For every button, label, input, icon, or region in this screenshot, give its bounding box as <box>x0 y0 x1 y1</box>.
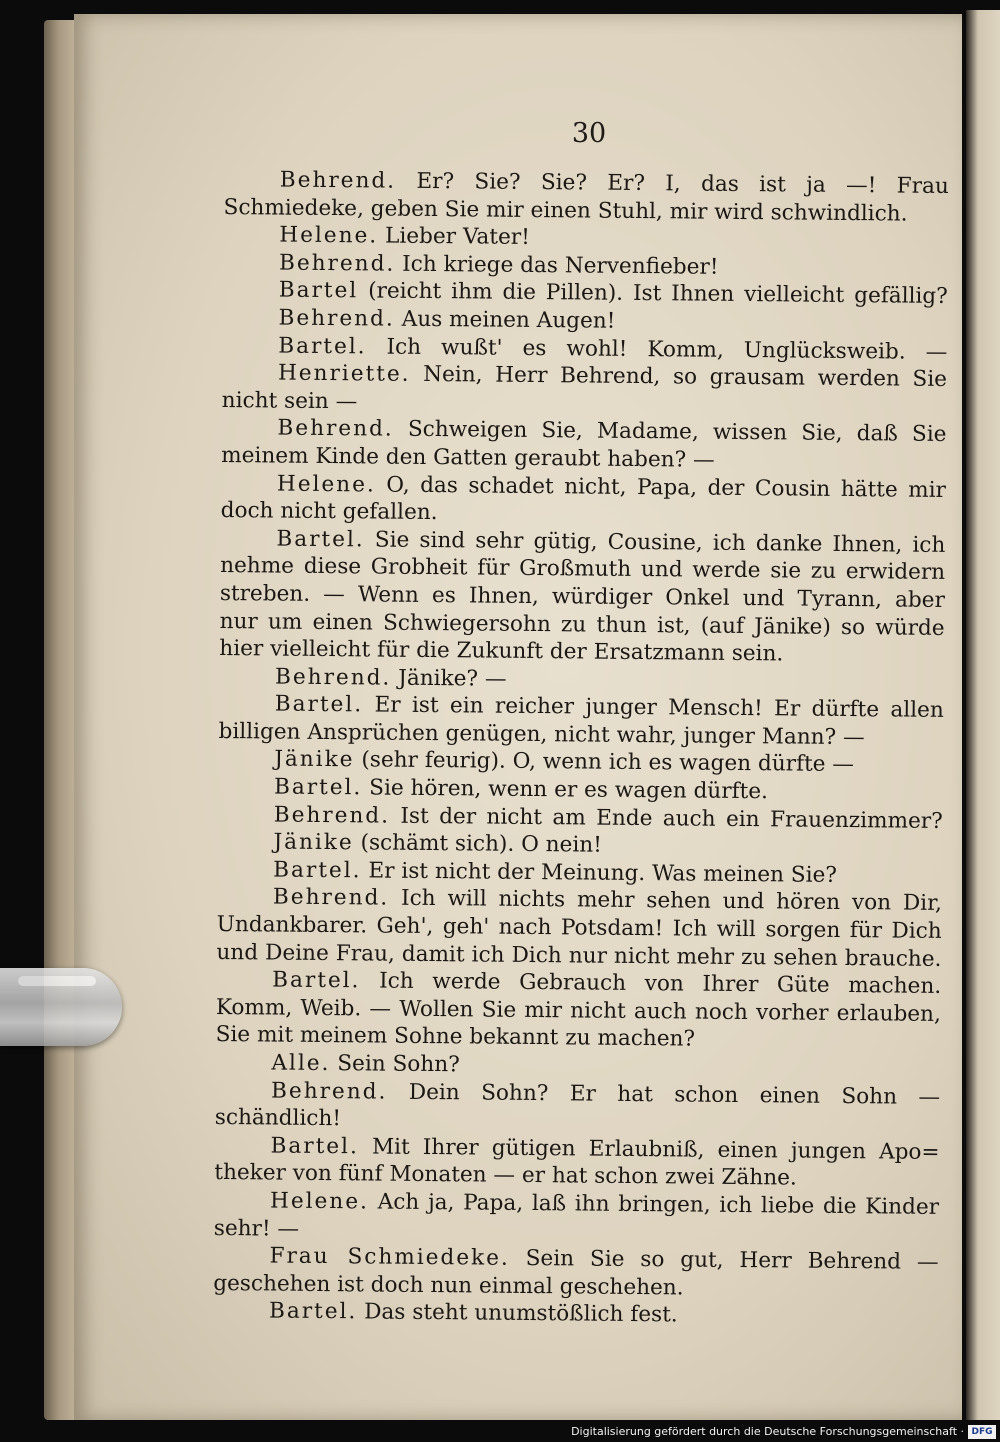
line-text: theker von fünf Monaten — er hat schon zwei Zähne. <box>214 1160 797 1191</box>
line-text: (sehr feurig). O, wenn ich es wagen dürfte — <box>361 747 855 778</box>
clip-highlight <box>18 976 96 986</box>
speaker-name: Behrend. <box>273 802 391 829</box>
line-text: Ich werde Gebrauch von Ihrer Güte machen. <box>379 968 942 1000</box>
speaker-name: Bartel <box>278 277 359 304</box>
line-text: Ich kriege das Nervenfieber! <box>402 251 719 280</box>
speaker-name: Henriette. <box>277 360 411 387</box>
speaker-name: Helene. <box>279 222 379 249</box>
line-text: Dein Sohn? Er hat schon einen Sohn — <box>408 1079 941 1110</box>
line-text: streben. — Wenn es Ihnen, würdiger Onkel und Tyrann, aber <box>219 580 945 613</box>
speaker-name: Behrend. <box>272 884 390 912</box>
line-text: geschehen ist doch nun einmal geschehen. <box>213 1270 684 1301</box>
line-text: Mit Ihrer gütigen Erlaubniß, einen jungen Apo= <box>371 1134 940 1165</box>
line-text: Ich will nichts mehr sehen und hören von Dir, <box>400 886 943 917</box>
book-page <box>74 14 962 1420</box>
speaker-name: Frau Schmiedeke. <box>269 1243 510 1271</box>
line-text: Komm, Weib. — Wollen Sie mir nicht auch noch vorher erlauben, <box>215 994 942 1027</box>
dfg-logo: DFG <box>968 1425 996 1439</box>
line-text: und Deine Frau, damit ich Dich nur nicht mehr zu sehen brauche. <box>216 939 942 972</box>
speaker-name: Bartel. <box>278 333 367 359</box>
line-text: Jänike? — <box>398 665 507 692</box>
line-text: O, das schadet nicht, Papa, der Cousin hätte mir <box>386 472 947 503</box>
line-text: Sie sind sehr gütig, Cousine, ich danke Ihnen, ich <box>374 527 946 558</box>
line-text: Sie hören, wenn er es wagen dürfte. <box>369 775 769 805</box>
line-text: sehr! — <box>213 1215 300 1242</box>
speaker-name: Jänike <box>274 746 355 773</box>
text-line <box>213 1297 938 1332</box>
line-text: Schmiedeke, geben Sie mir einen Stuhl, mir wird schwindlich. <box>223 194 908 227</box>
page-text <box>213 166 949 1332</box>
speaker-name: Behrend. <box>278 250 396 277</box>
line-text: Er? Sie? Sie? Er? I, das ist ja —! Frau <box>416 168 949 199</box>
next-page-edge <box>966 10 1000 1420</box>
line-text: Er ist ein reicher junger Mensch! Er dürfte allen <box>374 692 944 724</box>
line-text: meinem Kinde den Gatten geraubt haben? — <box>221 442 715 473</box>
speaker-name: Bartel. <box>268 1298 358 1325</box>
line-text: Sein Sie so gut, Herr Behrend — <box>525 1246 939 1276</box>
speaker-name: Behrend. <box>277 415 394 442</box>
line-text: Sie mit meinem Sohne bekannt zu machen? <box>215 1022 696 1052</box>
page-number: 30 <box>571 118 607 149</box>
line-text: Schweigen Sie, Madame, wissen Sie, daß Sie <box>407 417 947 448</box>
speaker-name: Behrend. <box>278 305 395 332</box>
speaker-name: Bartel. <box>274 691 364 718</box>
line-text: Er ist nicht der Meinung. Was meinen Sie? <box>368 858 838 888</box>
speaker-name: Alle. <box>271 1050 331 1077</box>
line-text: Ich wußt' es wohl! Komm, Unglücksweib. — <box>386 334 948 365</box>
speaker-name: Jänike <box>273 829 354 856</box>
line-text: Ach ja, Papa, laß ihn bringen, ich liebe die Kinder <box>377 1189 940 1220</box>
line-text: Ist der nicht am Ende auch ein Frauenzimmer? <box>400 803 943 834</box>
speaker-name: Behrend. <box>271 1078 388 1105</box>
line-text: nur um einen Schwiegersohn zu thun ist, (auf Jänike) so würde <box>219 608 945 641</box>
line-text: Das steht unumstößlich fest. <box>364 1299 678 1328</box>
line-text: nicht sein — <box>221 387 358 415</box>
line-text: doch nicht gefallen. <box>220 498 438 526</box>
line-text: nehme diese Grobheit für Großmuth und werde sie zu erwidern <box>220 553 946 586</box>
line-text: Undankbarer. Geh', geh' nach Potsdam! Ich will sorgen für Dich <box>216 911 942 944</box>
speaker-name: Helene. <box>269 1188 370 1215</box>
speaker-name: Bartel. <box>272 967 361 994</box>
speaker-name: Behrend. <box>274 664 392 691</box>
line-text: Nein, Herr Behrend, so grausam werden Sie <box>423 362 948 393</box>
page-clip <box>0 968 122 1046</box>
line-text: (reicht ihm die Pillen). Ist Ihnen vielleicht gefällig? <box>368 278 948 310</box>
line-text: schändlich! <box>214 1105 342 1132</box>
line-text: Lieber Vater! <box>384 223 530 251</box>
line-text: Sein Sohn? <box>337 1051 460 1078</box>
line-text: hier vielleicht für die Zukunft der Ersatzmann sein. <box>219 636 784 667</box>
speaker-name: Bartel. <box>273 857 362 884</box>
speaker-name: Bartel. <box>276 526 365 553</box>
speaker-name: Helene. <box>276 471 376 498</box>
line-text: billigen Ansprüchen genügen, nicht wahr, junger Mann? — <box>218 718 865 751</box>
speaker-name: Bartel. <box>273 774 363 801</box>
line-text: Aus meinen Augen! <box>401 306 616 334</box>
digitization-credit: Digitalisierung gefördert durch die Deutsche Forschungsgemeinschaft · <box>571 1425 964 1438</box>
speaker-name: Behrend. <box>279 167 397 194</box>
speaker-name: Bartel. <box>270 1133 360 1160</box>
line-text: (schämt sich). O nein! <box>360 830 603 858</box>
